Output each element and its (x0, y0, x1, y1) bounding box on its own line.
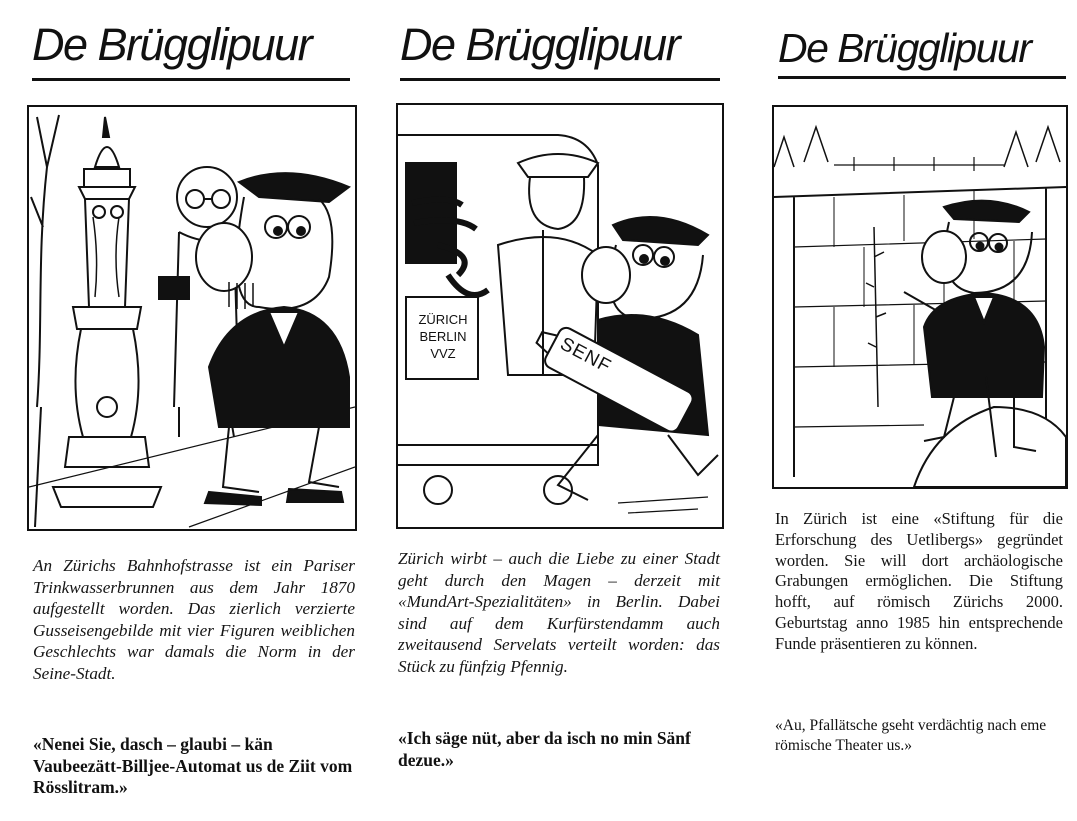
strip-caption: An Zürichs Bahnhofstrasse ist ein Pariser Trinkwasserbrunnen aus dem Jahr 1870 aufgestellt worden. Das zierlich verzierte Gusseisengebilde mit vier Figuren weiblichen Geschlechts war damals die Norm in der Seine-Stadt. (33, 556, 355, 683)
fountain-drawing (53, 117, 161, 507)
strip-title: De Brügglipuur (778, 25, 1031, 71)
cartoon-excavation-illustration (774, 107, 1066, 487)
strip-speech-quote: «Au, Pfallätsche gseht verdächtig nach eme römische Theater us.» (775, 717, 1047, 754)
strip-title: De Brügglipuur (400, 19, 680, 70)
sign-line-1: ZÜRICH (418, 312, 468, 327)
title-underline (778, 76, 1066, 79)
sign-line-3: VVZ (430, 346, 456, 361)
strip-caption: In Zürich ist eine «Stiftung für die Erforschung des Uetlibergs» gegründet worden. Sie will dort archäologische Grabungen ermöglichen. Die Stiftung hofft, auf römisch Zürichs 2000. Geburtstag anno 1985 hin entsprechende Funde präsentieren zu können. (775, 509, 1063, 653)
comic-panel-sausage-cart (396, 103, 724, 529)
cartoon-fountain-illustration (29, 107, 355, 529)
comic-panel-fountain (27, 105, 357, 531)
mustard-tube-label: SENF (556, 333, 615, 378)
strip-speech-quote: «Nenei Sie, dasch – glaubi – kän Vaubeezätt-Billjee-Automat us de Ziit vom Rösslitram.» (33, 734, 353, 797)
title-underline (32, 78, 350, 81)
sign-line-2: BERLIN (419, 329, 467, 344)
comic-panel-excavation (772, 105, 1068, 489)
bruegglipuur-running-drawing (529, 217, 718, 500)
strip-caption: Zürich wirbt – auch die Liebe zu einer Stadt geht durch den Magen – derzeit mit «MundArt-Spezialitäten» in Berlin. Dabei sind auf dem Kurfürstendamm auch zweitausend Servelats verteilt worden: das Stück zu fünfzig Pfennig. (398, 549, 720, 676)
bruegglipuur-character-drawing (196, 173, 349, 505)
strip-speech-quote: «Ich säge nüt, aber da isch no min Sänf dezue.» (398, 728, 691, 770)
strip-3 (740, 0, 1077, 821)
sign-board (408, 299, 478, 362)
strip-1 (0, 0, 370, 821)
strip-title: De Brügglipuur (32, 19, 312, 70)
strip-2 (370, 0, 740, 821)
title-underline (400, 78, 720, 81)
